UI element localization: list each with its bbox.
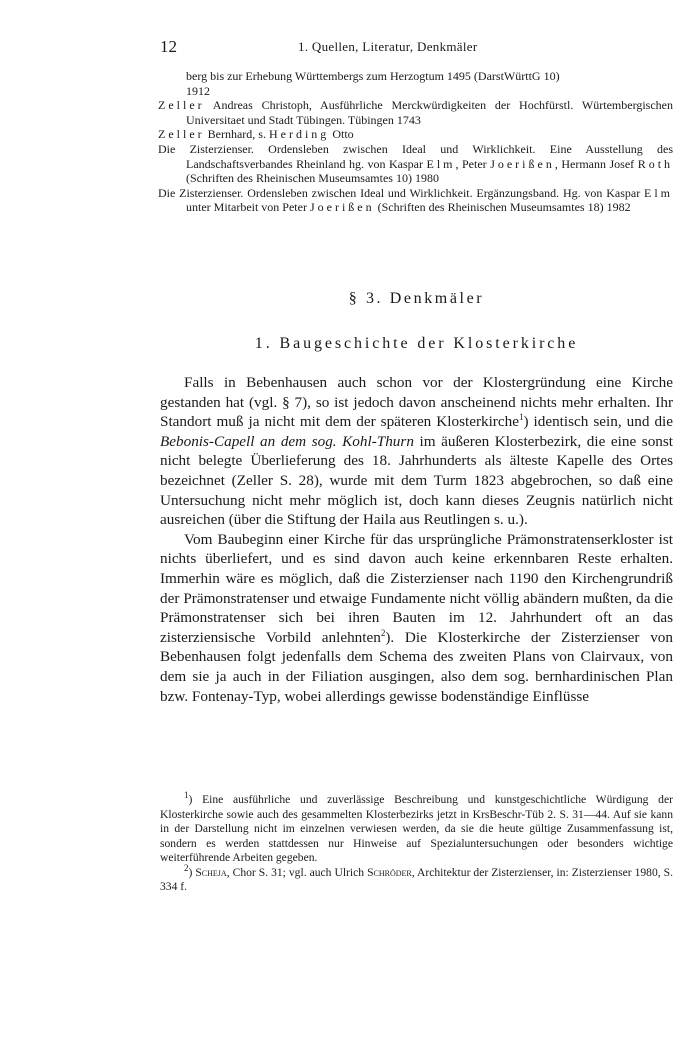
text-run: Falls in Bebenhausen auch schon vor der Klostergründung eine Kirche gestanden hat (vgl. § 7), so ist jedoch davon anscheinend nichts mehr erhalten. Ihr Standort muß ja nicht mit dem der späteren Klosterkirche (160, 374, 673, 431)
editor-name: Elm (644, 185, 674, 200)
bibliography-entry (158, 186, 673, 215)
author-name: Zeller (158, 98, 205, 113)
paragraph (160, 530, 673, 706)
entry-text: Die Zisterzienser. Ordensleben zwischen Ideal und Wirklichkeit. Eine Ausstellung des Landschaftsverbandes Rheinland hg. von Kaspar (158, 141, 673, 171)
editor-name: Joerißen (309, 200, 375, 215)
body-text (160, 373, 673, 706)
text-run: ) identisch sein, und die (523, 413, 673, 431)
entry-text: (Schriften des Rheinischen Museumsamtes 18) 1982 (377, 200, 631, 215)
editor-name: Roth (637, 156, 674, 171)
author-name: Schröder (367, 865, 412, 879)
footnote-ref: 2 (380, 627, 386, 638)
quoted-name: Bebonis-Capell an dem sog. Kohl-Thurn (160, 432, 414, 450)
entry-text: Die Zisterzienser. Ordensleben zwischen Ideal und Wirklichkeit. Ergänzungsband. Hg. von Kaspar (158, 185, 641, 200)
text-run: ). Die Klosterkirche der Zisterzienser von Bebenhausen folgt jedenfalls dem Schema des zweiten Plans von Clairvaux, von dem sie ja auch in der Filiation ausgingen, also dem sog. bernhardinischen Plan bzw. Fontenay-Typ, wobei allerdings gewisse bodenständige Einflüsse (160, 628, 673, 705)
continuation-line-2: 1912 (186, 83, 210, 98)
entry-text: , Hermann Josef (554, 156, 635, 171)
footnotes (160, 790, 673, 895)
section-heading: § 3. Denkmäler (348, 290, 485, 307)
footnote-marker: 2 (184, 862, 189, 873)
footnote-text: ) Eine ausführliche und zuverlässige Beschreibung und kunstgeschichtliche Würdigung der Klosterkirche sowie auch des gesammelten Klosterbezirks jetzt in KrsBeschr-Tüb 2. S. 31—44. Auf sie kann in der Darstellung nicht im einzelnen verwiesen werden, da sie die heute gültige Zusammenfassung ist, sondern es werden stattdessen nur Hinweise auf Spezialuntersuchungen oder besonders wichtige weiterführende Arbeiten gegeben. (160, 793, 673, 864)
bibliography-entry (158, 142, 673, 186)
author-name: Scheja (195, 865, 227, 879)
bibliography-continuation (160, 69, 673, 98)
subsection-heading: 1. Baugeschichte der Klosterkirche (254, 335, 579, 352)
editor-name: Elm (426, 156, 456, 171)
continuation-line-1: berg bis zur Erhebung Württembergs zum Herzogtum 1495 (DarstWürttG 10) (186, 69, 560, 83)
footnote-ref: 1 (518, 412, 524, 423)
text-run: ) (188, 865, 196, 879)
entry-text: Otto (332, 127, 354, 142)
editor-name: Joerißen (490, 156, 555, 171)
footnote-marker: 1 (184, 790, 189, 801)
footnote (160, 790, 673, 866)
bibliography-entry (158, 127, 673, 142)
bibliography-list (160, 69, 673, 215)
text-run: , Chor S. 31; vgl. auch Ulrich (226, 865, 368, 879)
page-header (160, 37, 673, 57)
cross-reference-name: Herding (268, 127, 330, 142)
entry-text: unter Mitarbeit von Peter (186, 200, 307, 215)
entry-text: Andreas Christoph, Ausführliche Merckwürdigkeiten der Hochfürstl. Würtembergischen Universitaet und Stadt Tübingen. Tübingen 1743 (186, 98, 674, 127)
entry-text: (Schriften des Rheinischen Museumsamtes 10) 1980 (186, 171, 439, 186)
text-run: im äußeren Klosterbezirk, die eine sonst nicht belegte Überlieferung des 18. Jahrhunderts als älteste Kapelle des Ortes bezeichnet (Zeller S. 28), wurde mit dem Turm 1823 abgebrochen, so daß eine Untersuchung nicht mehr möglich ist, doch kann dieses Zeugnis natürlich nicht ausreichen (über die Stiftung der Haila aus Reutlingen s. u.). (160, 432, 674, 529)
entry-text: , Peter (455, 156, 487, 171)
author-name: Zeller (158, 127, 205, 142)
bibliography-entry (158, 98, 673, 127)
text-run: , Architektur der Zisterzienser, in: Zisterzienser 1980, S. 334 f. (160, 865, 673, 893)
text-run: Vom Baubeginn einer Kirche für das ursprüngliche Prämonstratenserkloster ist nichts überliefert, und es sind davon auch keine erkennbaren Reste erhalten. Immerhin wäre es möglich, daß die Zisterzienser nach 1190 den Kirchengrundriß der Prämonstratenser und etwaige Fundamente nicht völlig abändern mußten, da die Prämonstratenser sich bei ihren Bauten im 12. Jahrhundert oft an das zisterziensische Vorbild anlehnten (160, 530, 673, 646)
running-title: 1. Quellen, Literatur, Denkmäler (298, 39, 478, 54)
footnote (160, 862, 673, 895)
page-number: 12 (160, 37, 177, 56)
entry-text: Bernhard, s. (207, 127, 266, 142)
paragraph (160, 373, 673, 530)
